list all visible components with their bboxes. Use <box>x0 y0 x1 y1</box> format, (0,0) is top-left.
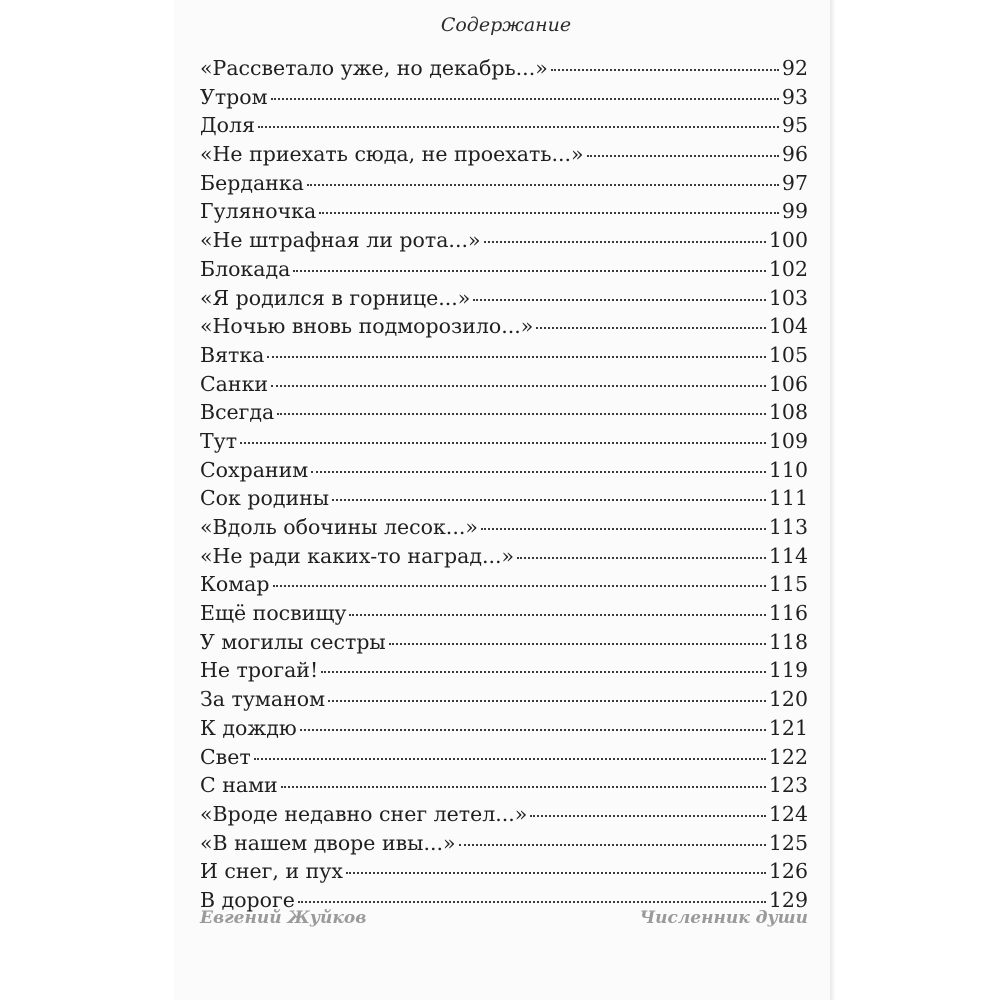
toc-entry-page: 129 <box>768 887 808 912</box>
toc-entry <box>200 113 808 142</box>
dot-leader <box>551 69 779 71</box>
toc-entry-title: Блокада <box>200 256 291 281</box>
dot-leader <box>298 901 766 903</box>
toc-entry <box>200 314 808 343</box>
toc-entry <box>200 601 808 630</box>
dot-leader <box>273 585 766 587</box>
toc-entry-title: «В нашем дворе ивы...» <box>200 830 456 855</box>
toc-entry <box>200 199 808 228</box>
toc-entry <box>200 458 808 487</box>
toc-entry-title: Сок родины <box>200 486 330 511</box>
toc-entry-page: 121 <box>768 715 808 740</box>
dot-leader <box>293 270 766 272</box>
toc-entry-page: 124 <box>768 801 808 826</box>
dot-leader <box>271 98 779 100</box>
toc-entry-title: «Не ради каких-то наград...» <box>200 543 515 568</box>
toc-entry-page: 126 <box>768 859 808 884</box>
toc-entry-title: За туманом <box>200 687 326 712</box>
dot-leader <box>328 700 766 702</box>
dot-leader <box>332 499 766 501</box>
toc-entry-page: 105 <box>768 342 808 367</box>
toc-entry-page: 123 <box>768 773 808 798</box>
toc-entry-page: 116 <box>768 601 808 626</box>
toc-entry-page: 120 <box>768 687 808 712</box>
toc-entry-page: 109 <box>768 428 808 453</box>
dot-leader <box>254 758 766 760</box>
toc-entry <box>200 400 808 429</box>
toc-entry-page: 115 <box>768 572 808 597</box>
toc-entry-page: 104 <box>768 314 808 339</box>
toc-entry-title: Гуляночка <box>200 199 317 224</box>
toc-entry-page: 125 <box>768 830 808 855</box>
toc-entry-title: Свет <box>200 744 251 769</box>
toc-entry-title: «Вроде недавно снег летел...» <box>200 801 528 826</box>
toc-entry-title: «Рассветало уже, но декабрь...» <box>200 56 548 80</box>
toc-entry-title: Комар <box>200 572 270 597</box>
toc-entry <box>200 859 808 888</box>
dot-leader <box>271 385 766 387</box>
dot-leader <box>281 786 766 788</box>
toc-entry <box>200 171 808 200</box>
toc-entry <box>200 773 808 802</box>
toc-entry <box>200 343 808 372</box>
toc-entry-page: 113 <box>768 515 808 539</box>
toc-entry <box>200 831 808 860</box>
toc-entry-page: 97 <box>781 170 808 195</box>
toc-entry-page: 102 <box>768 256 808 281</box>
toc-entry-title: Берданка <box>200 170 304 195</box>
toc-entry-title: В дороге <box>200 887 295 912</box>
dot-leader <box>536 327 766 329</box>
dot-leader <box>321 671 766 673</box>
toc-entry <box>200 544 808 573</box>
toc-entry <box>200 802 808 831</box>
toc-entry <box>200 687 808 716</box>
toc-entry <box>200 429 808 458</box>
toc-entry-title: Всегда <box>200 400 275 425</box>
toc-entry <box>200 85 808 114</box>
toc-entry-title: И снег, и пух <box>200 859 343 884</box>
dot-leader <box>319 212 779 214</box>
toc-entry-title: «Не приехать сюда, не проехать...» <box>200 142 584 167</box>
table-of-contents <box>200 56 808 917</box>
toc-entry-title: Вятка <box>200 342 265 367</box>
dot-leader <box>311 471 766 473</box>
toc-entry <box>200 658 808 687</box>
toc-entry-title: Сохраним <box>200 457 309 482</box>
toc-entry-title: К дождю <box>200 715 297 740</box>
toc-entry-title: «Я родился в горнице...» <box>200 285 471 310</box>
toc-entry <box>200 515 808 544</box>
dot-leader <box>240 442 766 444</box>
toc-entry-page: 119 <box>768 658 808 683</box>
toc-entry-title: «Не штрафная ли рота...» <box>200 228 481 253</box>
dot-leader <box>484 241 766 243</box>
toc-entry <box>200 745 808 774</box>
toc-entry-page: 122 <box>768 744 808 769</box>
dot-leader <box>481 528 766 530</box>
toc-entry-title: Доля <box>200 113 255 138</box>
toc-entry <box>200 142 808 171</box>
toc-entry-page: 111 <box>768 486 808 511</box>
toc-entry-title: «Ночью вновь подморозило...» <box>200 314 534 339</box>
toc-entry-page: 106 <box>768 371 808 396</box>
page-edge-shadow <box>830 0 836 1000</box>
toc-entry-page: 99 <box>781 199 808 224</box>
toc-entry-title: С нами <box>200 773 278 798</box>
dot-leader <box>459 844 766 846</box>
toc-entry-title: Ещё посвищу <box>200 601 347 626</box>
toc-entry-page: 96 <box>781 142 808 167</box>
toc-entry <box>200 716 808 745</box>
toc-entry-title: У могилы сестры <box>200 629 386 654</box>
toc-entry <box>200 228 808 257</box>
toc-entry-page: 103 <box>768 285 808 310</box>
dot-leader <box>258 126 779 128</box>
footer-book-title: Численник души <box>639 908 808 928</box>
toc-entry <box>200 286 808 315</box>
dot-leader <box>300 729 766 731</box>
toc-entry-page: 114 <box>768 543 808 568</box>
toc-entry-title: «Вдоль обочины лесок...» <box>200 515 478 539</box>
toc-entry-title: Тут <box>200 428 238 453</box>
dot-leader <box>473 299 766 301</box>
footer-author: Евгений Жуйков <box>200 908 367 928</box>
dot-leader <box>587 155 779 157</box>
toc-entry-page: 92 <box>781 56 808 80</box>
dot-leader <box>349 614 765 616</box>
toc-entry-page: 93 <box>781 84 808 109</box>
toc-entry-page: 95 <box>781 113 808 138</box>
dot-leader <box>517 557 766 559</box>
toc-entry <box>200 630 808 659</box>
toc-entry <box>200 572 808 601</box>
toc-entry-page: 118 <box>768 629 808 654</box>
toc-entry <box>200 486 808 515</box>
toc-entry-page: 110 <box>768 457 808 482</box>
dot-leader <box>530 815 766 817</box>
dot-leader <box>277 413 766 415</box>
toc-entry <box>200 372 808 401</box>
toc-entry-page: 108 <box>768 400 808 425</box>
page-title: Содержание <box>440 14 572 36</box>
dot-leader <box>389 643 766 645</box>
toc-entry-title: Не трогай! <box>200 658 319 683</box>
toc-entry-page: 100 <box>768 228 808 253</box>
dot-leader <box>346 872 766 874</box>
toc-entry <box>200 257 808 286</box>
toc-entry-title: Утром <box>200 84 268 109</box>
dot-leader <box>307 184 779 186</box>
dot-leader <box>267 356 765 358</box>
toc-entry <box>200 56 808 85</box>
toc-entry-title: Санки <box>200 371 269 396</box>
